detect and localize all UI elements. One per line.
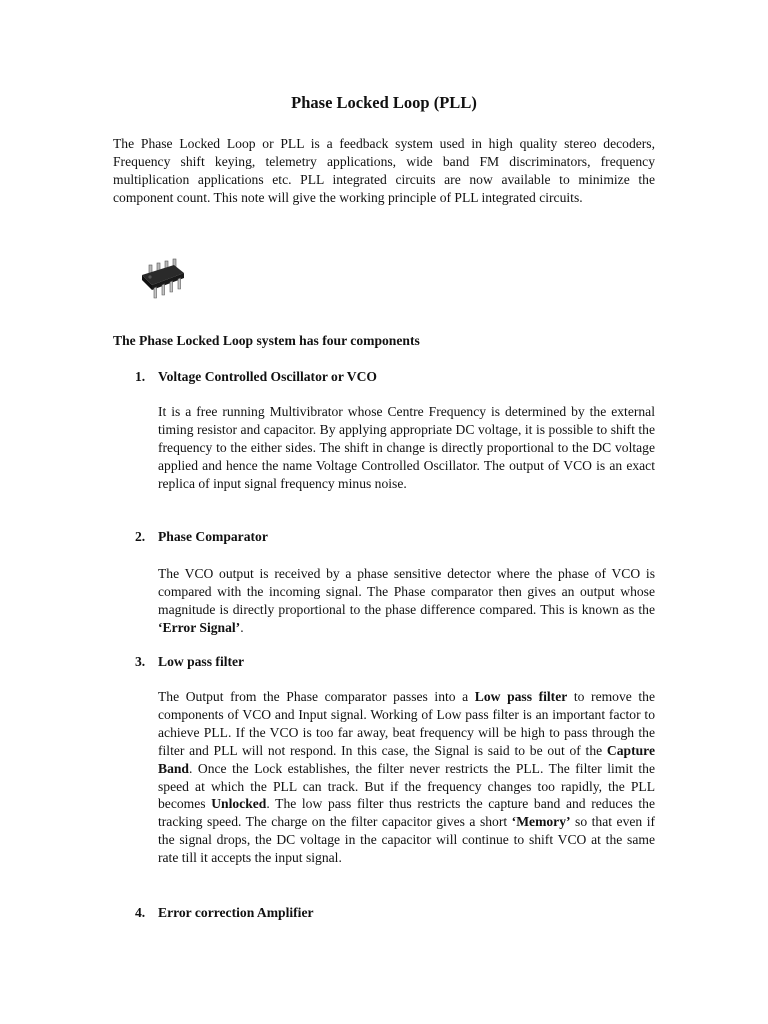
text-run: to remove the components of VCO and Input signal. Working of Low pass filter is an important factor to achieve PLL. If the VCO is too far away, beat frequency will be high to pass through the filter and PLL will not respond. In this case, the Signal is said to be out of the: [158, 689, 656, 758]
bold-term-memory: ‘Memory’: [511, 814, 571, 830]
component-title-text: Voltage Controlled Oscillator or VCO: [158, 369, 378, 384]
low-pass-filter-paragraph: [158, 688, 655, 867]
bold-term-low-pass-filter: Low pass filter: [474, 689, 568, 704]
component-number: 1.: [135, 369, 146, 384]
component-number: 2.: [135, 529, 146, 544]
component-title-text: Phase Comparator: [158, 529, 268, 544]
component-title-error-correction-amplifier: [135, 905, 314, 921]
text-run: . Once the Lock establishes, the filter never restricts the PLL. The filter limit the speed at which the PLL can track. But if the frequency changes too rapidly, the PLL becomes: [158, 760, 655, 812]
intro-paragraph: The Phase Locked Loop or PLL is a feedback system used in high quality stereo decoders, Frequency shift keying, telemetry applications, wide band FM discriminators, frequency multiplication applications etc. PLL integrated circuits are now available to minimize the component count. This note will give the working principle of PLL integrated circuits.: [113, 136, 655, 205]
component-title-phase-comparator: [135, 529, 268, 545]
text-run: The Output from the Phase comparator passes into a: [158, 689, 475, 704]
component-title-vco: [135, 369, 377, 385]
text-run: . The low pass filter thus restricts the capture band and reduces the tracking speed. The charge on the filter capacitor gives a short: [158, 796, 655, 830]
vco-paragraph: It is a free running Multivibrator whose Centre Frequency is determined by the external timing resistor and capacitor. By applying appropriate DC voltage, it is possible to shift the frequency to the either sides. The shift in change is directly proportional to the DC voltage applied and hence the name Voltage Controlled Oscillator. The output of VCO is an exact replica of input signal frequency minus noise.: [158, 404, 655, 491]
component-title-low-pass-filter: [135, 654, 244, 670]
component-number: 4.: [135, 905, 146, 920]
component-title-text: Low pass filter: [158, 654, 245, 669]
phase-comparator-paragraph: [158, 565, 655, 637]
component-number: 3.: [135, 654, 146, 669]
bold-term-unlocked: Unlocked: [211, 796, 267, 812]
text-run: .: [240, 619, 244, 635]
section-heading: The Phase Locked Loop system has four components: [113, 333, 420, 348]
page-title: Phase Locked Loop (PLL): [291, 93, 477, 112]
ic-chip-icon: [138, 255, 186, 301]
component-title-text: Error correction Amplifier: [158, 905, 314, 920]
text-run: The VCO output is received by a phase sensitive detector where the phase of VCO is compared with the incoming signal. The Phase comparator then gives an output whose magnitude is directly proportional to the phase difference compared. This is known as the: [158, 566, 655, 617]
text-run: so that even if the signal drops, the DC voltage in the capacitor will continue to shift VCO at the same rate till it accepts the input signal.: [158, 814, 656, 866]
bold-term-capture-band: Capture Band: [158, 742, 655, 776]
bold-term-error-signal: ‘Error Signal’: [158, 619, 241, 635]
